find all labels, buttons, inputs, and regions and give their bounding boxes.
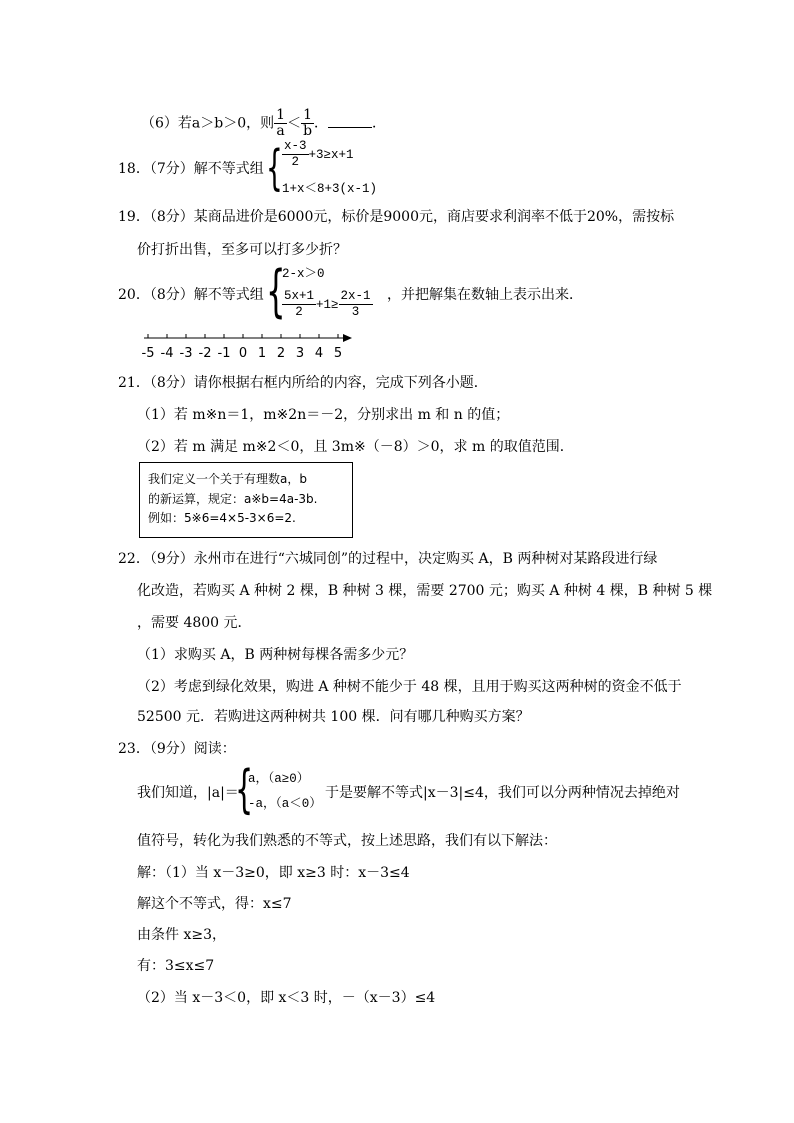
q23-brace-icon: { [235,760,254,820]
q23-step2: 解这个不等式，得：x≤7 [137,896,292,912]
q23-step5: （2）当 x－3＜0，即 x＜3 时，－（x－3）≤4 [137,990,436,1006]
q20-label: 20．（8分）解不等式组 [118,287,264,303]
definition-line1: 我们定义一个关于有理数a，b [148,472,307,486]
number-line-label: -1 [217,346,231,361]
q22-line2: 化改造，若购买 A 种树 2 棵，B 种树 3 棵，需要 2700 元；购买 A 种树 4 棵，B 种树 5 棵 [137,583,713,599]
number-line-label: 3 [295,346,305,361]
q20-tail: ，并把解集在数轴上表示出来． [387,287,583,303]
number-line-label: 1 [257,346,267,361]
q21-part1: （1）若 m※n＝1，m※2n＝－2，分别求出 m 和 n 的值； [137,407,510,423]
q20-line2: $\frac{5x+1}{2}$ +1≥ $\frac{2x-1}{3}$ [284,289,371,319]
q22-part2a: （2）考虑到绿化效果，购进 A 种树不能少于 48 棵，且用于购买这两种树的资金不低于 [137,679,682,695]
q23-line3: 值符号，转化为我们熟悉的不等式，按上述思路，我们有以下解法： [137,833,557,849]
q21-part2: （2）若 m 满足 m※2＜0，且 3m※（－8）＞0，求 m 的取值范围． [137,439,574,455]
definition-line3: 例如：5※6=4×5-3×6=2. [148,511,296,525]
arrow-right-icon [343,334,352,342]
q17-fraction-2: $\frac{1}{b}$ [303,107,313,139]
q17-fraction-1: $\frac{1}{a}$ [276,107,286,139]
q17-part6: （6）若a＞b＞0，则 $\frac{1}{a}$ ＜ $\frac{1}{b}$ ． ． [141,107,387,139]
number-line-label: -2 [198,346,212,361]
q18-label: 18．（7分）解不等式组 [118,161,264,177]
q23-step1: 解：（1）当 x－3≥0，即 x≥3 时：x－3≤4 [137,865,410,881]
q19-line2: 价打折出售，至多可以打多少折？ [137,242,347,258]
q17-lt: ＜ [287,115,302,132]
q19-line1: 19．（8分）某商品进价是6000元，标价是9000元，商店要求利润率不低于20%，需按标 [118,209,675,225]
q23-case1: a，（a≥0） [248,772,310,786]
number-line-label: -4 [160,346,174,361]
number-line-label: 2 [276,346,286,361]
definition-line2: 的新运算，规定：a※b=4a-3b. [148,492,318,506]
q17-lead: （6）若 [141,115,192,132]
q23-case2: -a，（a＜0） [248,797,322,811]
q18-line1: $\frac{x-3}{2}$ +3≥x+1 [284,139,354,169]
number-line-label: 4 [314,346,324,361]
q22-line3: ，需要 4800 元． [137,615,252,631]
number-line [138,330,358,364]
q18-line2: 1+x＜8+3(x-1) [282,182,378,196]
q18-fraction: $\frac{x-3}{2}$ [284,139,307,169]
q23-line1: 23．（9分）阅读： [118,741,236,757]
number-line-label: 0 [238,346,248,361]
q21-line1: 21．（8分）请你根据右框内所给的内容，完成下列各小题． [118,375,488,391]
q22-part1: （1）求购买 A，B 两种树每棵各需多少元？ [137,647,414,663]
q17-condition: a＞b＞0，则 [191,115,275,132]
q23-after: 于是要解不等式|x－3|≤4，我们可以分两种情况去掉绝对 [325,785,680,801]
q18-brace-icon: { [266,140,283,196]
number-line-label: 5 [333,346,343,361]
q22-line1: 22．（9分）永州市在进行“六城同创”的过程中，决定购买 A，B 两种树对某路段进行绿 [118,551,658,567]
q20-fraction-1: $\frac{5x+1}{2}$ [284,289,315,319]
q20-fraction-2: $\frac{2x-1}{3}$ [340,289,371,319]
q17-answer-blank[interactable] [328,127,372,128]
q20-brace-icon: { [266,259,286,324]
q23-step4: 有：3≤x≤7 [137,958,215,974]
number-line-label: -5 [141,346,155,361]
number-line-label: -3 [179,346,193,361]
q17-dot: ． [314,115,329,132]
q23-know: 我们知道，|a|＝ [137,785,239,801]
definition-box [139,462,353,538]
q23-step3: 由条件 x≥3， [137,927,226,943]
q22-part2b: 52500 元．若购进这两种树共 100 棵．问有哪几种购买方案？ [137,709,530,725]
q20-line1: 2-x＞0 [282,267,325,281]
